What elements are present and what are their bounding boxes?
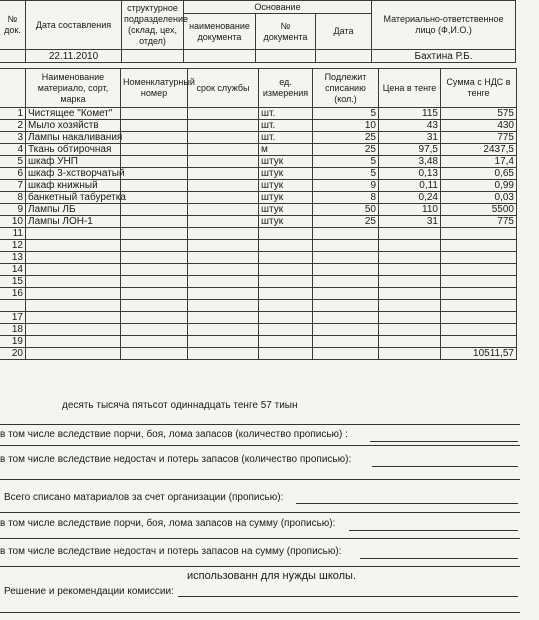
table-row (0, 120, 517, 132)
table-row (0, 348, 517, 360)
item-quantity (313, 252, 379, 264)
item-service-life (188, 108, 259, 120)
divider-line (0, 424, 520, 425)
divider-line (0, 512, 520, 513)
table-row (0, 144, 517, 156)
item-service-life (188, 324, 259, 336)
item-sum: 0,99 (441, 180, 517, 192)
table-row (0, 168, 517, 180)
item-unit (259, 276, 313, 288)
divider-line (0, 612, 520, 613)
item-quantity: 5 (313, 168, 379, 180)
item-price: 0,13 (379, 168, 441, 180)
row-number: 11 (0, 228, 26, 240)
item-unit (259, 324, 313, 336)
item-service-life (188, 144, 259, 156)
item-price (379, 252, 441, 264)
row-number: 17 (0, 312, 26, 324)
item-sum (441, 240, 517, 252)
item-nomenclature (121, 324, 188, 336)
item-service-life (188, 204, 259, 216)
document-header-table (0, 0, 516, 63)
table-row (0, 216, 517, 228)
items-header-col-0 (0, 69, 26, 108)
item-price: 3,48 (379, 156, 441, 168)
row-number: 10 (0, 216, 26, 228)
item-quantity: 25 (313, 132, 379, 144)
table-row (0, 300, 517, 312)
item-service-life (188, 156, 259, 168)
commission-decision-label: Решение и рекомендации комиссии: (4, 586, 174, 597)
table-row (0, 132, 517, 144)
item-service-life (188, 276, 259, 288)
row-number: 3 (0, 132, 26, 144)
responsible-person-value: Бахтина Р.Б. (372, 50, 516, 63)
item-nomenclature (121, 312, 188, 324)
item-sum: 2437,5 (441, 144, 517, 156)
item-price: 31 (379, 216, 441, 228)
item-unit: штук (259, 204, 313, 216)
row-number: 16 (0, 288, 26, 300)
item-unit (259, 288, 313, 300)
item-quantity (313, 276, 379, 288)
total-written-off-label: Всего списано матариалов за счет организации (прописью): (4, 492, 284, 503)
item-sum: 775 (441, 216, 517, 228)
item-service-life (188, 132, 259, 144)
item-service-life (188, 216, 259, 228)
items-header-col-6: Цена в тенге (379, 69, 441, 108)
item-quantity (313, 228, 379, 240)
item-sum: 10511,57 (441, 348, 517, 360)
item-name (26, 276, 121, 288)
item-quantity: 25 (313, 144, 379, 156)
shortage-sum-line (360, 558, 518, 559)
item-nomenclature (121, 192, 188, 204)
item-sum (441, 276, 517, 288)
row-number: 1 (0, 108, 26, 120)
item-price: 115 (379, 108, 441, 120)
item-quantity: 5 (313, 108, 379, 120)
row-number: 7 (0, 180, 26, 192)
item-service-life (188, 264, 259, 276)
row-number: 2 (0, 120, 26, 132)
total-written-off-line (296, 503, 518, 504)
item-nomenclature (121, 228, 188, 240)
row-number: 14 (0, 264, 26, 276)
header-department: структурное подразделение (склад, цех, отдел) (122, 1, 184, 50)
row-number: 13 (0, 252, 26, 264)
item-price: 43 (379, 120, 441, 132)
item-name (26, 324, 121, 336)
item-name (26, 300, 121, 312)
header-basis: Основание (184, 1, 372, 14)
item-price: 110 (379, 204, 441, 216)
item-quantity: 10 (313, 120, 379, 132)
shortage-sum-label: в том числе вследствие недостач и потерь запасов на сумму (прописью): (0, 546, 342, 557)
row-number: 19 (0, 336, 26, 348)
item-quantity: 50 (313, 204, 379, 216)
item-nomenclature (121, 252, 188, 264)
item-nomenclature (121, 240, 188, 252)
item-price (379, 312, 441, 324)
item-sum (441, 300, 517, 312)
item-name (26, 288, 121, 300)
row-number: 4 (0, 144, 26, 156)
row-number: 12 (0, 240, 26, 252)
item-unit: штук (259, 216, 313, 228)
item-name (26, 348, 121, 360)
item-sum: 17,4 (441, 156, 517, 168)
item-name: Чистящее "Комет" (26, 108, 121, 120)
item-unit (259, 300, 313, 312)
item-nomenclature (121, 348, 188, 360)
item-sum (441, 264, 517, 276)
row-number: 8 (0, 192, 26, 204)
items-header-row (0, 69, 517, 108)
table-row (0, 276, 517, 288)
item-price (379, 324, 441, 336)
item-price: 0,11 (379, 180, 441, 192)
item-unit (259, 264, 313, 276)
divider-line (0, 538, 520, 539)
item-nomenclature (121, 288, 188, 300)
item-service-life (188, 288, 259, 300)
commission-decision-line (178, 596, 518, 597)
item-unit: штук (259, 156, 313, 168)
item-service-life (188, 336, 259, 348)
item-unit (259, 252, 313, 264)
table-row (0, 324, 517, 336)
spoil-sum-label: в том числе вследствие порчи, боя, лома запасов на сумму (прописью): (0, 518, 336, 529)
item-name: Ткань обтирочная (26, 144, 121, 156)
table-row (0, 336, 517, 348)
item-sum: 0,65 (441, 168, 517, 180)
item-service-life (188, 312, 259, 324)
item-name (26, 336, 121, 348)
item-unit (259, 228, 313, 240)
item-sum (441, 228, 517, 240)
item-price: 97,5 (379, 144, 441, 156)
item-price (379, 240, 441, 252)
item-nomenclature (121, 108, 188, 120)
item-quantity: 8 (313, 192, 379, 204)
item-sum: 430 (441, 120, 517, 132)
item-nomenclature (121, 276, 188, 288)
spoil-sum-line (349, 530, 518, 531)
usage-purpose: использованн для нужды школы. (187, 570, 357, 582)
item-quantity (313, 324, 379, 336)
header-date: Дата составления (26, 1, 122, 50)
divider-line (0, 479, 520, 480)
item-sum (441, 288, 517, 300)
item-name (26, 252, 121, 264)
row-number: 9 (0, 204, 26, 216)
item-price (379, 300, 441, 312)
item-unit: штук (259, 192, 313, 204)
item-unit (259, 348, 313, 360)
item-price (379, 264, 441, 276)
item-unit: штук (259, 168, 313, 180)
item-nomenclature (121, 264, 188, 276)
table-row (0, 312, 517, 324)
row-number (0, 300, 26, 312)
header-doc-date: Дата (316, 14, 372, 50)
item-nomenclature (121, 180, 188, 192)
date-value: 22.11.2010 (26, 50, 122, 63)
item-nomenclature (121, 144, 188, 156)
item-service-life (188, 192, 259, 204)
item-quantity (313, 300, 379, 312)
item-sum: 775 (441, 132, 517, 144)
shortage-quantity-line (372, 466, 518, 467)
table-row (0, 204, 517, 216)
item-name: шкаф УНП (26, 156, 121, 168)
table-row (0, 180, 517, 192)
item-unit: шт. (259, 132, 313, 144)
item-price (379, 276, 441, 288)
item-service-life (188, 300, 259, 312)
item-service-life (188, 228, 259, 240)
table-row (0, 264, 517, 276)
item-price (379, 348, 441, 360)
item-name: Лампы ЛБ (26, 204, 121, 216)
table-row (0, 240, 517, 252)
items-header-col-4: ед. измерения (259, 69, 313, 108)
item-sum (441, 336, 517, 348)
item-quantity (313, 240, 379, 252)
header-doc-number: № док. (0, 1, 26, 50)
items-header-col-1: Наименование материало, сорт, марка (26, 69, 121, 108)
items-header-col-2: Номенклатурный номер (121, 69, 188, 108)
item-nomenclature (121, 300, 188, 312)
item-sum (441, 252, 517, 264)
item-nomenclature (121, 204, 188, 216)
item-name (26, 312, 121, 324)
item-name: Мыло хозяйств (26, 120, 121, 132)
item-sum: 575 (441, 108, 517, 120)
items-header-col-7: Сумма с НДС в тенге (441, 69, 517, 108)
item-service-life (188, 168, 259, 180)
item-quantity (313, 348, 379, 360)
divider-line (0, 566, 520, 567)
item-nomenclature (121, 132, 188, 144)
item-name: банкетный табуретка (26, 192, 121, 204)
item-service-life (188, 240, 259, 252)
item-sum (441, 324, 517, 336)
item-quantity: 9 (313, 180, 379, 192)
item-price: 0,24 (379, 192, 441, 204)
item-rows (0, 108, 517, 360)
total-in-words: десять тысяча пятьсот одиннадцать тенге 57 тиын (62, 400, 298, 411)
item-sum: 5500 (441, 204, 517, 216)
item-nomenclature (121, 216, 188, 228)
item-name (26, 264, 121, 276)
table-row (0, 228, 517, 240)
item-name (26, 228, 121, 240)
table-row (0, 108, 517, 120)
shortage-quantity-label: в том числе вследствие недостач и потерь запасов (количество прописью): (0, 454, 352, 465)
item-nomenclature (121, 156, 188, 168)
item-service-life (188, 180, 259, 192)
header-responsible-person: Материально-ответственное лицо (Ф,И.О.) (372, 1, 516, 50)
item-service-life (188, 348, 259, 360)
item-unit (259, 336, 313, 348)
items-header-col-5: Подлежит списанию (кол.) (313, 69, 379, 108)
item-quantity (313, 288, 379, 300)
item-quantity (313, 336, 379, 348)
table-row (0, 252, 517, 264)
item-price (379, 288, 441, 300)
item-name: Лампы ЛОН-1 (26, 216, 121, 228)
item-price (379, 228, 441, 240)
item-sum: 0,03 (441, 192, 517, 204)
table-row (0, 288, 517, 300)
item-nomenclature (121, 336, 188, 348)
row-number: 20 (0, 348, 26, 360)
divider-line (0, 445, 520, 446)
header-doc-name: наименование документа (184, 14, 256, 50)
item-name (26, 240, 121, 252)
item-nomenclature (121, 168, 188, 180)
row-number: 18 (0, 324, 26, 336)
item-sum (441, 312, 517, 324)
item-price: 31 (379, 132, 441, 144)
item-price (379, 336, 441, 348)
item-service-life (188, 120, 259, 132)
item-unit: штук (259, 180, 313, 192)
header-doc-num: № документа (256, 14, 316, 50)
item-name: Лампы накаливания (26, 132, 121, 144)
row-number: 5 (0, 156, 26, 168)
item-unit (259, 312, 313, 324)
item-unit: шт. (259, 108, 313, 120)
item-unit: шт. (259, 120, 313, 132)
table-row (0, 156, 517, 168)
item-unit: м (259, 144, 313, 156)
item-quantity (313, 264, 379, 276)
items-table (0, 68, 517, 360)
row-number: 15 (0, 276, 26, 288)
items-header-col-3: срок службы (188, 69, 259, 108)
table-row (0, 192, 517, 204)
item-nomenclature (121, 120, 188, 132)
item-service-life (188, 252, 259, 264)
spoil-quantity-label: в том числе вследствие порчи, боя, лома запасов (количество прописью) : (0, 429, 348, 440)
item-quantity (313, 312, 379, 324)
item-quantity: 25 (313, 216, 379, 228)
item-quantity: 5 (313, 156, 379, 168)
row-number: 6 (0, 168, 26, 180)
spoil-quantity-line (370, 441, 518, 442)
item-unit (259, 240, 313, 252)
item-name: шкаф 3-хстворчатый (26, 168, 121, 180)
item-name: шкаф книжный (26, 180, 121, 192)
